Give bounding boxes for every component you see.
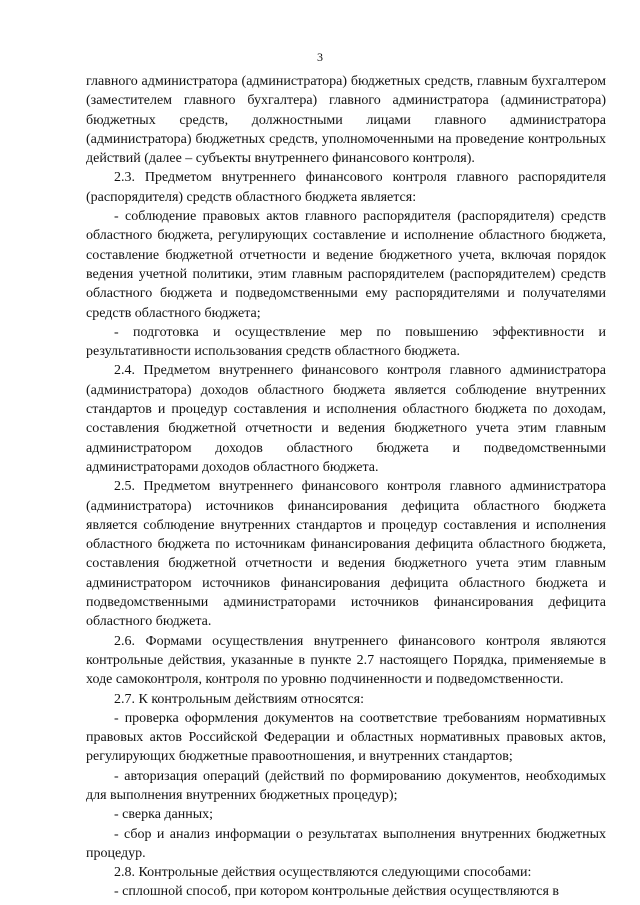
- paragraph: 2.6. Формами осуществления внутреннего финансового контроля являются контрольные действия, указанные в пункте 2.7 настоящего Порядка, применяемые в ходе самоконтроля, контроля по уровню подчиненности и подведомственности.: [86, 633, 606, 688]
- paragraph: - сбор и анализ информации о результатах выполнения внутренних бюджетных процедур.: [86, 826, 606, 861]
- paragraph: - авторизация операций (действий по формированию документов, необходимых для выполнения внутренних бюджетных процедур);: [86, 768, 606, 803]
- paragraph: - проверка оформления документов на соответствие требованиям нормативных правовых актов Российской Федерации и областных нормативных правовых актов, регулирующих бюджетные правоотношения, и внутренних стандартов;: [86, 710, 606, 765]
- paragraph: 2.8. Контрольные действия осуществляются следующими способами:: [114, 865, 532, 881]
- paragraph: 2.4. Предметом внутреннего финансового контроля главного администратора (администратора) доходов областного бюджета является соблюдение внутренних стандартов и процедур составления и исполнения областного бюджета по доходам, составления бюджетной отчетности и ведения бюджетного учета этим главным администратором доходов областного бюджета и подведомственными администраторами доходов областного бюджета.: [86, 363, 606, 475]
- document-body: [86, 72, 606, 902]
- paragraph: 2.5. Предметом внутреннего финансового контроля главного администратора (администратора) источников финансирования дефицита областного бюджета является соблюдение внутренних стандартов и процедур составления и исполнения областного бюджета по источникам финансирования дефицита областного бюджета, составления бюджетной отчетности и ведения бюджетного учета этим главным администратором источников финансирования дефицита областного бюджета и подведомственными администраторами источников финансирования дефицита областного бюджета.: [86, 479, 606, 630]
- paragraph: главного администратора (администратора) бюджетных средств, главным бухгалтером (заместителем главного бухгалтера) главного администратора (администратора) бюджетных средств, должностными лицами главного администратора (администратора) бюджетных средств, уполномоченными на проведение контрольных действий (далее – субъекты внутреннего финансового контроля).: [86, 74, 606, 167]
- page-number: 3: [317, 50, 323, 64]
- paragraph: - соблюдение правовых актов главного распорядителя (распорядителя) средств областного бюджета, регулирующих составление и исполнение областного бюджета, составление бюджетной отчетности и ведение бюджетного учета, включая порядок ведения учетной политики, этим главным распорядителем (распорядителем) средств областного бюджета и подведомственными ему распорядителями и получателями средств областного бюджета;: [86, 209, 606, 321]
- paragraph: - сплошной способ, при котором контрольные действия осуществляются в: [114, 884, 560, 900]
- paragraph: 2.7. К контрольным действиям относятся:: [114, 691, 364, 707]
- paragraph: 2.3. Предметом внутреннего финансового контроля главного распорядителя (распорядителя) средств областного бюджета является:: [86, 170, 606, 205]
- paragraph: - подготовка и осуществление мер по повышению эффективности и результативности использования средств областного бюджета.: [86, 324, 606, 360]
- paragraph: - сверка данных;: [114, 807, 214, 823]
